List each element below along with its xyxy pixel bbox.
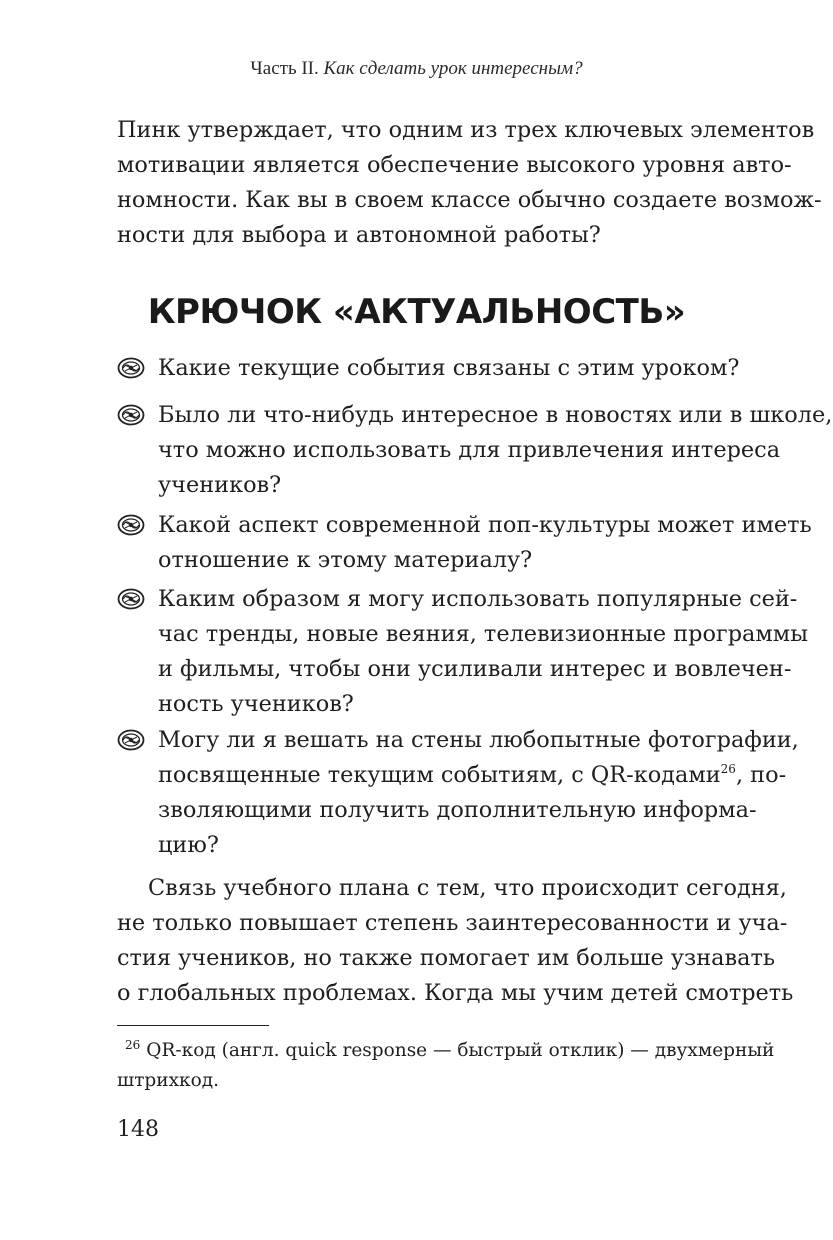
text-line: о глобальных проблемах. Когда мы учим детей смотреть — [117, 980, 794, 1006]
text-line: час тренды, новые веяния, телевизионные программы — [158, 621, 809, 647]
text-line: стия учеников, но также помогает им больше узнавать — [117, 945, 776, 971]
text-line: ность учеников? — [158, 691, 354, 717]
footnote-line — [117, 1030, 775, 1066]
ornamental-rosette-icon — [117, 404, 145, 426]
text-line — [158, 758, 787, 793]
running-head-part: Часть II. — [250, 58, 319, 79]
ornamental-rosette-icon — [117, 357, 145, 379]
text-line: что можно использовать для привлечения интереса — [158, 437, 781, 463]
text-line: отношение к этому материалу? — [158, 547, 533, 573]
section-heading: КРЮЧОК «АКТУАЛЬНОСТЬ» — [147, 292, 686, 332]
ornamental-rosette-icon — [117, 729, 145, 751]
footnote-marker: 26 — [125, 1038, 141, 1052]
footnote-reference[interactable]: 26 — [720, 762, 736, 776]
closing-paragraph — [117, 871, 794, 1011]
text-line: Каким образом я могу использовать популярные сей- — [158, 586, 798, 612]
text-line: Связь учебного плана с тем, что происходит сегодня, — [148, 875, 787, 901]
text-line: Могу ли я вешать на стены любопытные фотографии, — [158, 727, 799, 753]
text-line: ности для выбора и автономной работы? — [117, 222, 601, 248]
text-line: Какие текущие события связаны с этим уроком? — [158, 355, 740, 381]
ornamental-rosette-icon — [117, 588, 145, 610]
text-line: Было ли что-нибудь интересное в новостях или в школе, — [158, 402, 833, 428]
running-head-chapter-title: Как сделать урок интересным? — [323, 58, 583, 79]
text-line: номности. Как вы в своем классе обычно создаете возмож- — [117, 187, 822, 213]
text-line: Какой аспект современной поп-культуры может иметь — [158, 512, 812, 538]
running-head — [0, 58, 833, 80]
page-number: 148 — [117, 1117, 159, 1142]
footnote — [117, 1030, 775, 1096]
text-line: Пинк утверждает, что одним из трех ключевых элементов — [117, 117, 815, 143]
footnote-line: штрихкод. — [117, 1070, 220, 1091]
text-line: зволяющими получить дополнительную информа- — [158, 797, 757, 823]
text-line: и фильмы, чтобы они усиливали интерес и вовлечен- — [158, 656, 792, 682]
text-line: мотивации является обеспечение высокого уровня авто- — [117, 152, 792, 178]
text-line: учеников? — [158, 472, 282, 498]
text-line: цию? — [158, 832, 219, 858]
text-fragment: , по- — [735, 762, 787, 788]
intro-paragraph — [117, 113, 822, 253]
text-line: не только повышает степень заинтересованности и уча- — [117, 910, 788, 936]
footnote-text: QR-код (англ. quick response — быстрый отклик) — двухмерный — [146, 1040, 775, 1061]
footnote-divider — [117, 1025, 269, 1026]
ornamental-rosette-icon — [117, 514, 145, 536]
text-fragment: посвященные текущим событиям, с QR-кодами — [158, 762, 721, 788]
